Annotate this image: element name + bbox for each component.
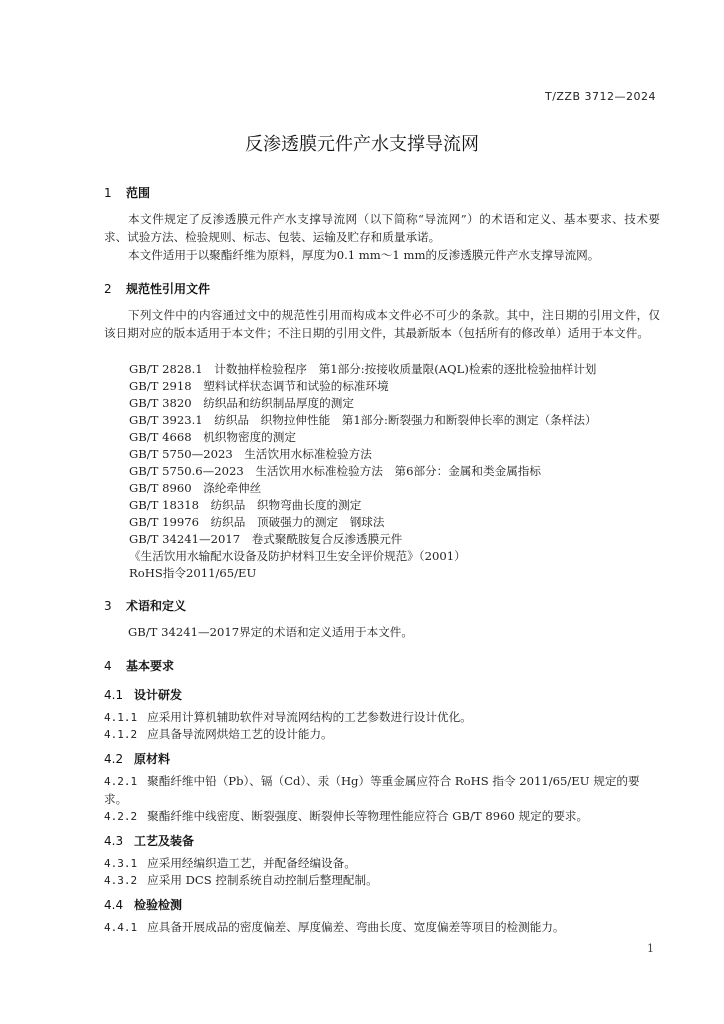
section-1-para-2: 本文件适用于以聚酯纤维为原料，厚度为0.1 mm～1 mm的反渗透膜元件产水支撑导流网。 — [128, 248, 600, 262]
clause-4-1-2: 4.1.2 应具备导流网烘焙工艺的设计能力。 — [104, 727, 333, 741]
subsection-4-1-heading: 4.1 设计研发 — [104, 688, 183, 702]
section-1-para-1: 本文件规定了反渗透膜元件产水支撑导流网（以下简称“导流网”）的术语和定义、基本要求、技术要求、试验方法、检验规则、标志、包装、运输及贮存和质量承诺。 — [104, 212, 660, 244]
reference-item: GB/T 4668 机织物密度的测定 — [129, 430, 296, 444]
reference-item: GB/T 3820 纺织品和纺织制品厚度的测定 — [129, 396, 354, 410]
section-3-para-1: GB/T 34241—2017界定的术语和定义适用于本文件。 — [128, 625, 413, 639]
reference-item: GB/T 2918 塑料试样状态调节和试验的标准环境 — [129, 379, 389, 393]
reference-item: RoHS指令2011/65/EU — [129, 566, 257, 580]
clause-4-2-2: 4.2.2 聚酯纤维中线密度、断裂强度、断裂伸长等物理性能应符合 GB/T 8960 规定的要求。 — [104, 809, 589, 823]
subsection-4-3-heading: 4.3 工艺及装备 — [104, 834, 195, 848]
section-2-heading: 2 规范性引用文件 — [104, 282, 211, 296]
reference-item: GB/T 5750—2023 生活饮用水标准检验方法 — [129, 447, 372, 461]
section-4-heading: 4 基本要求 — [104, 659, 175, 673]
clause-4-2-1: 4.2.1 聚酯纤维中铅（Pb）、镉（Cd）、汞（Hg）等重金属应符合 RoHS 指令 2011/65/EU 规定的要求。 — [104, 774, 640, 806]
reference-item: 《生活饮用水输配水设备及防护材料卫生安全评价规范》（2001） — [129, 549, 466, 563]
reference-item: GB/T 18318 纺织品 织物弯曲长度的测定 — [129, 498, 362, 512]
section-2-para-1: 下列文件中的内容通过文中的规范性引用而构成本文件必不可少的条款。其中，注日期的引用文件，仅该日期对应的版本适用于本文件；不注日期的引用文件，其最新版本（包括所有的修改单）适用于本文件。 — [104, 308, 660, 340]
reference-item: GB/T 8960 涤纶牵伸丝 — [129, 481, 262, 495]
subsection-4-2-heading: 4.2 原材料 — [104, 752, 171, 766]
section-1-heading: 1 范围 — [104, 186, 151, 200]
clause-4-1-1: 4.1.1 应采用计算机辅助软件对导流网结构的工艺参数进行设计优化。 — [104, 710, 472, 724]
clause-4-3-1: 4.3.1 应采用经编织造工艺，并配备经编设备。 — [104, 856, 356, 870]
reference-item: GB/T 5750.6—2023 生活饮用水标准检验方法 第6部分：金属和类金属指标 — [129, 464, 541, 478]
section-3-heading: 3 术语和定义 — [104, 599, 187, 613]
standard-code: T/ZZB 3712—2024 — [544, 90, 656, 103]
reference-item: GB/T 2828.1 计数抽样检验程序 第1部分:按接收质量限(AQL)检索的逐批检验抽样计划 — [129, 362, 597, 376]
reference-item: GB/T 34241—2017 卷式聚酰胺复合反渗透膜元件 — [129, 532, 403, 546]
clause-4-4-1: 4.4.1 应具备开展成品的密度偏差、厚度偏差、弯曲长度、宽度偏差等项目的检测能力。 — [104, 920, 565, 934]
page-number: 1 — [647, 942, 654, 955]
reference-item: GB/T 3923.1 纺织品 织物拉伸性能 第1部分:断裂强力和断裂伸长率的测定（条样法） — [129, 413, 597, 427]
document-title: 反渗透膜元件产水支撑导流网 — [245, 134, 479, 155]
reference-item: GB/T 19976 纺织品 顶破强力的测定 钢球法 — [129, 515, 385, 529]
clause-4-3-2: 4.3.2 应采用 DCS 控制系统自动控制后整理配制。 — [104, 873, 378, 887]
subsection-4-4-heading: 4.4 检验检测 — [104, 898, 183, 912]
